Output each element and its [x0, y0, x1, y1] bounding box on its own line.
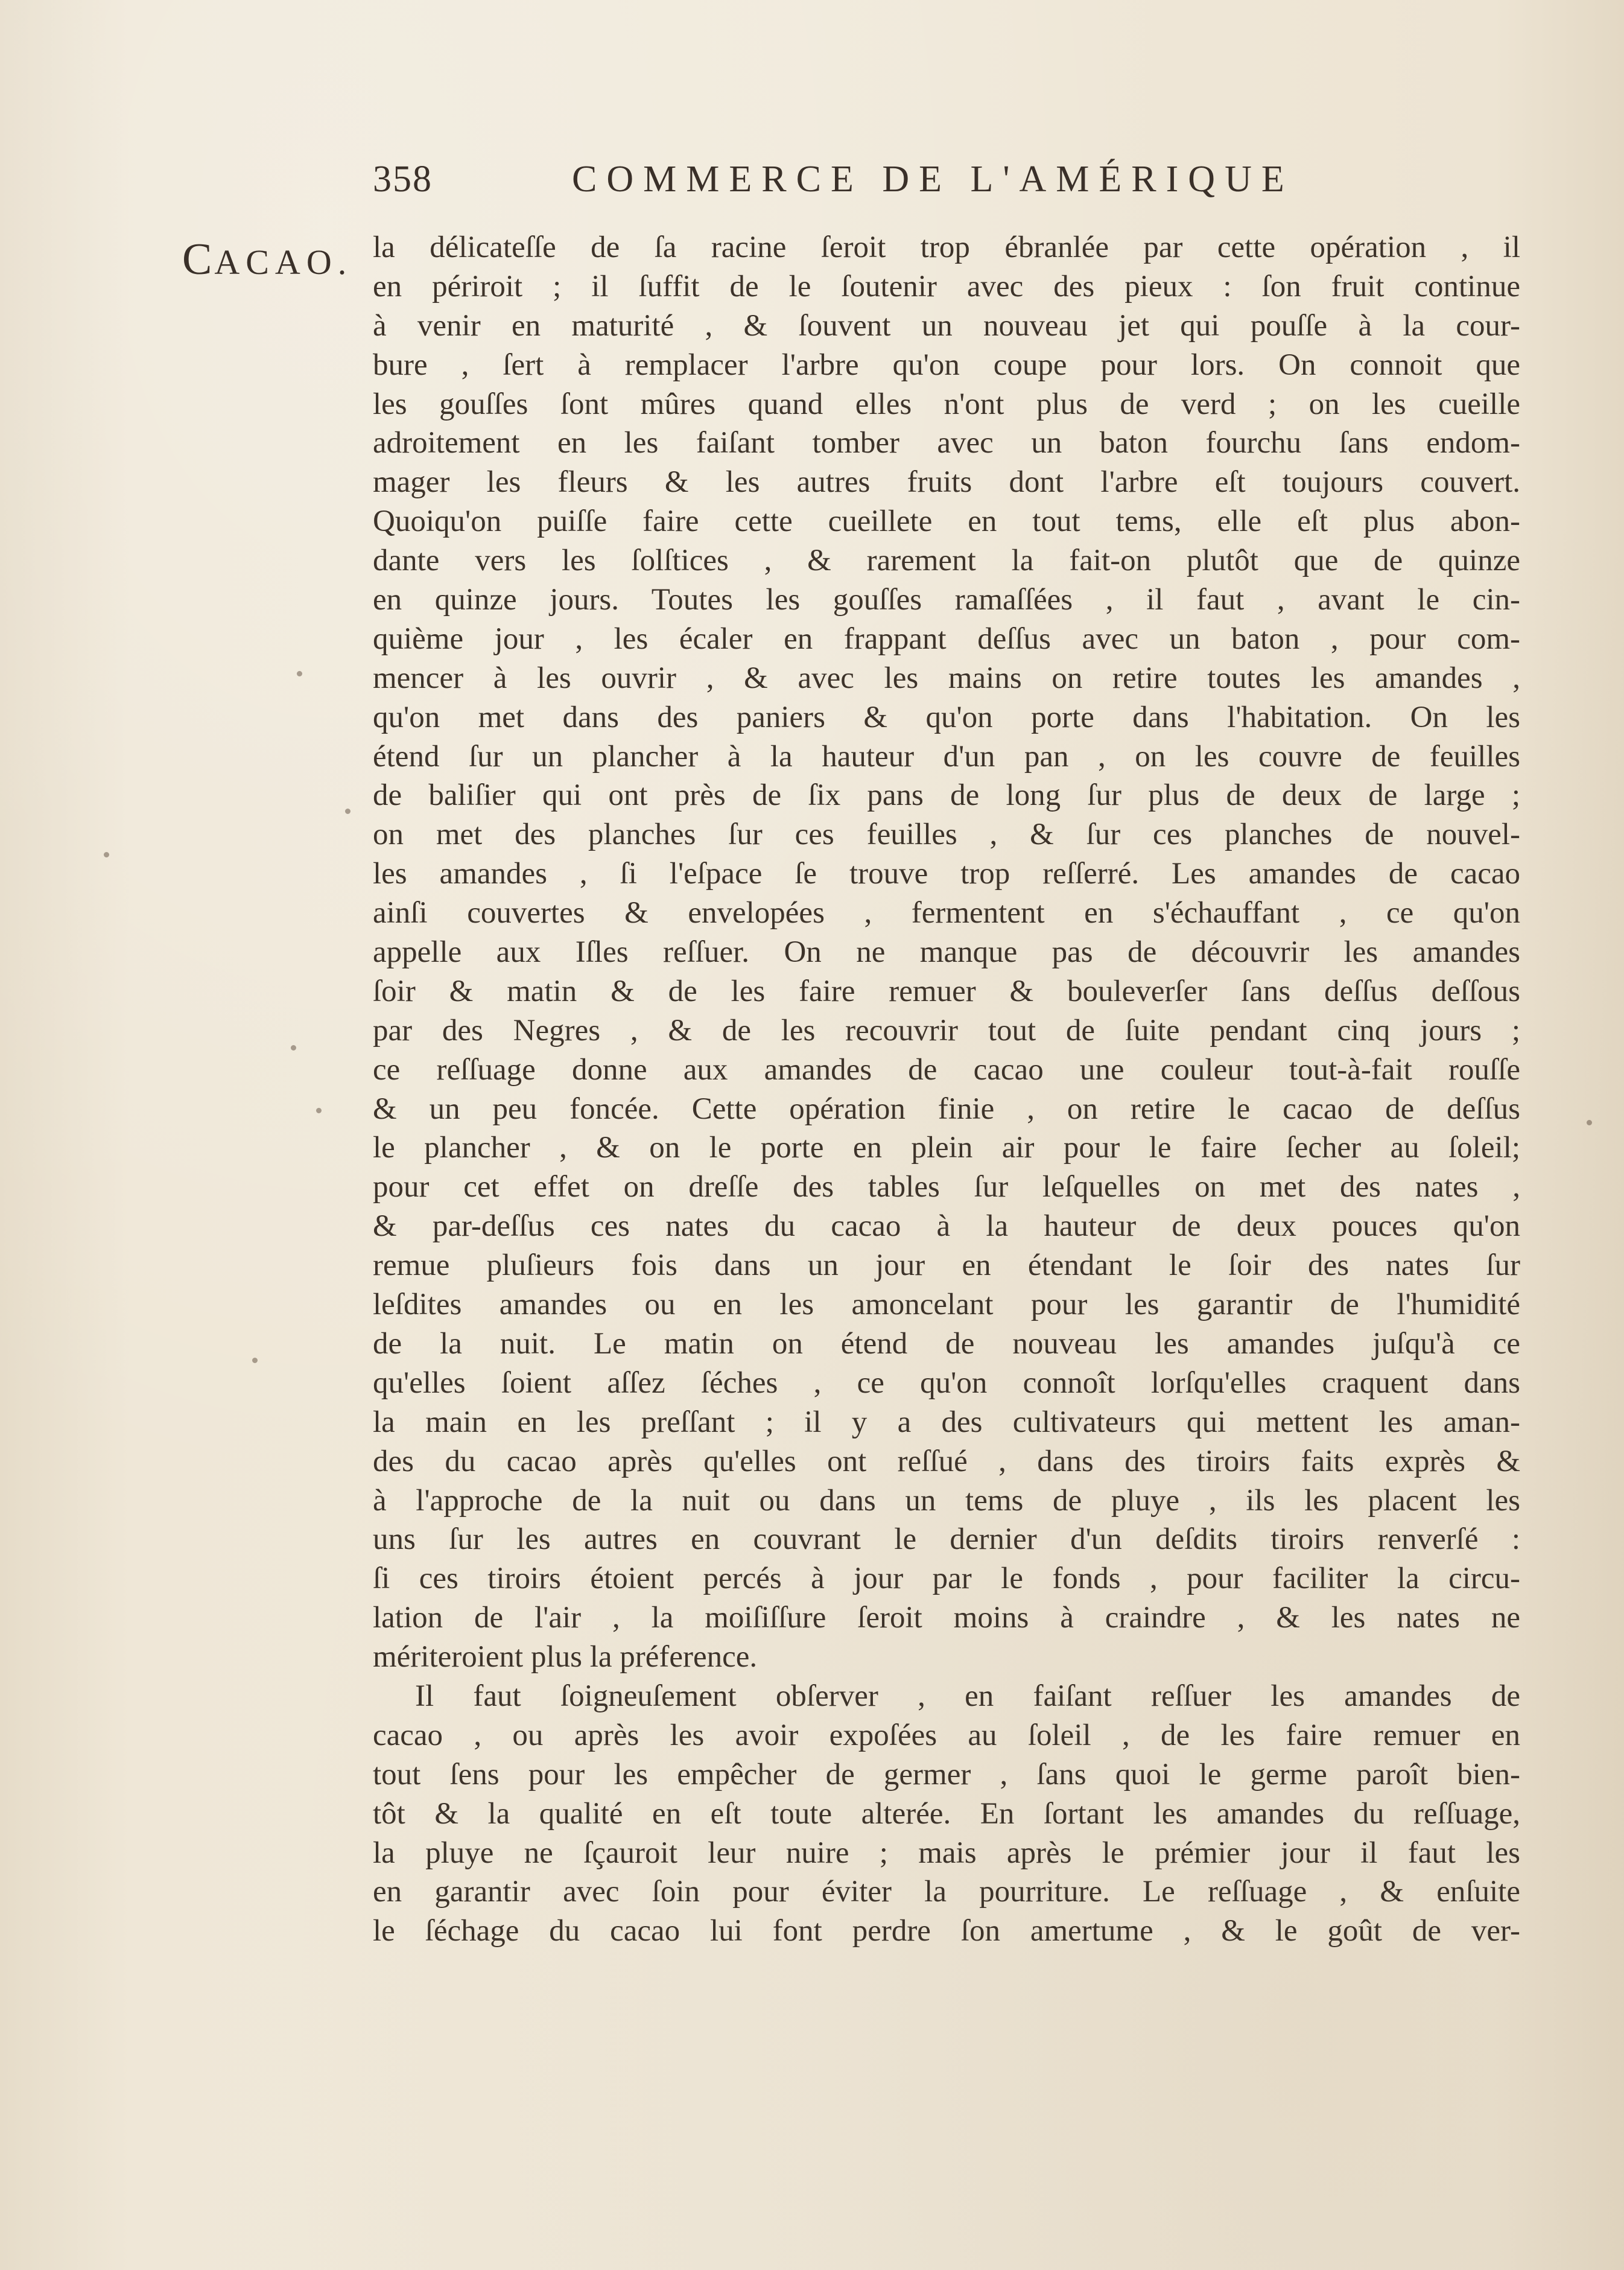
text-line: ſi ces tiroirs étoient percés à jour par le fonds , pour faciliter la circu-	[373, 1562, 1520, 1596]
paper-speck	[252, 1358, 258, 1363]
text-line: ſoir & matin & de les faire remuer & bouleverſer ſans deſſus deſſous	[373, 974, 1520, 1008]
text-line: la délicateſſe de ſa racine ſeroit trop ébranlée par cette opération , il	[373, 230, 1520, 264]
paper-speck	[104, 852, 109, 857]
text-line: ainſi couvertes & envelopées , fermentent en s'échauffant , ce qu'on	[373, 896, 1520, 930]
text-line: appelle aux Iſles reſſuer. On ne manque pas de découvrir les amandes	[373, 935, 1520, 970]
text-line: leſdites amandes ou en les amoncelant pour les garantir de l'humidité	[373, 1288, 1520, 1322]
text-line: mencer à les ouvrir , & avec les mains on retire toutes les amandes ,	[373, 661, 1520, 695]
text-line: pour cet effet on dreſſe des tables ſur leſquelles on met des nates ,	[373, 1170, 1520, 1204]
margin-label	[182, 234, 352, 285]
page-header	[373, 158, 1398, 212]
text-line: adroitement en les faiſant tomber avec un baton fourchu ſans endom-	[373, 426, 1520, 460]
text-line: le ſéchage du cacao lui font perdre ſon amertume , & le goût de ver-	[373, 1914, 1520, 1948]
text-line: de baliſier qui ont près de ſix pans de long ſur plus de deux de large ;	[373, 778, 1520, 813]
text-line: étend ſur un plancher à la hauteur d'un pan , on les couvre de feuilles	[373, 739, 1520, 774]
text-line: les gouſſes ſont mûres quand elles n'ont plus de verd ; on les cueille	[373, 387, 1520, 421]
text-line: la pluye ne ſçauroit leur nuire ; mais après le prémier jour il faut les	[373, 1836, 1520, 1870]
text-line: bure , ſert à remplacer l'arbre qu'on coupe pour lors. On connoit que	[373, 348, 1520, 382]
text-line: en périroit ; il ſuffit de le ſoutenir avec des pieux : ſon fruit continue	[373, 269, 1520, 304]
paper-speck	[297, 671, 302, 676]
text-line: qu'on met dans des paniers & qu'on porte dans l'habitation. On les	[373, 700, 1520, 734]
text-line: en garantir avec ſoin pour éviter la pourriture. Le reſſuage , & enſuite	[373, 1875, 1520, 1909]
paper-speck	[1587, 1120, 1592, 1125]
text-line: Quoiqu'on puiſſe faire cette cueillete en tout tems, elle eſt plus abon-	[373, 504, 1520, 539]
text-line: cacao , ou après les avoir expoſées au ſoleil , de les faire remuer en	[373, 1718, 1520, 1752]
paper-speck	[316, 1108, 322, 1113]
text-line: à l'approche de la nuit ou dans un tems de pluye , ils les placent les	[373, 1483, 1520, 1518]
margin-label-initial: C	[182, 235, 215, 284]
text-line: & un peu foncée. Cette opération finie , on retire le cacao de deſſus	[373, 1092, 1520, 1126]
text-line: on met des planches ſur ces feuilles , & ſur ces planches de nouvel-	[373, 818, 1520, 852]
margin-label-rest: ACAO.	[214, 243, 353, 282]
text-line: qu'elles ſoient aſſez ſéches , ce qu'on connoît lorſqu'elles craquent dans	[373, 1365, 1520, 1400]
text-line: mager les fleurs & les autres fruits dont l'arbre eſt toujours couvert.	[373, 465, 1520, 500]
paper-speck	[291, 1045, 296, 1051]
text-line: remue pluſieurs fois dans un jour en étendant le ſoir des nates ſur	[373, 1248, 1520, 1283]
text-line: Il faut ſoigneuſement obſerver , en faiſant reſſuer les amandes de	[415, 1679, 1520, 1713]
text-line: dante vers les ſolſtices , & rarement la fait-on plutôt que de quinze	[373, 544, 1520, 578]
text-line: tôt & la qualité en eſt toute alterée. En ſortant les amandes du reſſuage,	[373, 1796, 1520, 1831]
text-line: ce reſſuage donne aux amandes de cacao une couleur tout-à-fait rouſſe	[373, 1052, 1520, 1087]
text-line: le plancher , & on le porte en plein air pour le faire ſecher au ſoleil;	[373, 1131, 1520, 1165]
text-line: de la nuit. Le matin on étend de nouveau les amandes juſqu'à ce	[373, 1326, 1520, 1361]
text-line: tout ſens pour les empêcher de germer , ſans quoi le germe paroît bien-	[373, 1757, 1520, 1792]
running-title: COMMERCE DE L'AMÉRIQUE	[572, 159, 1294, 200]
page-number: 358	[373, 159, 433, 200]
text-line: la main en les preſſant ; il y a des cultivateurs qui mettent les aman-	[373, 1405, 1520, 1439]
paper-speck	[345, 809, 350, 814]
text-line: des du cacao après qu'elles ont reſſué , dans des tiroirs faits exprès &	[373, 1444, 1520, 1478]
text-line: & par-deſſus ces nates du cacao à la hauteur de deux pouces qu'on	[373, 1209, 1520, 1244]
text-line: quième jour , les écaler en frappant deſſus avec un baton , pour com-	[373, 622, 1520, 656]
text-line: à venir en maturité , & ſouvent un nouveau jet qui pouſſe à la cour-	[373, 308, 1520, 343]
text-line: par des Negres , & de les recouvrir tout de ſuite pendant cinq jours ;	[373, 1013, 1520, 1048]
text-line: les amandes , ſi l'eſpace ſe trouve trop reſſerré. Les amandes de cacao	[373, 857, 1520, 891]
text-line: en quinze jours. Toutes les gouſſes ramaſſées , il faut , avant le cin-	[373, 583, 1520, 617]
text-line: mériteroient plus la préference.	[373, 1640, 758, 1674]
body-text	[373, 228, 1520, 1951]
text-line: lation de l'air , la moiſiſſure ſeroit moins à craindre , & les nates ne	[373, 1601, 1520, 1635]
text-line: uns ſur les autres en couvrant le dernier d'un deſdits tiroirs renverſé :	[373, 1522, 1520, 1557]
